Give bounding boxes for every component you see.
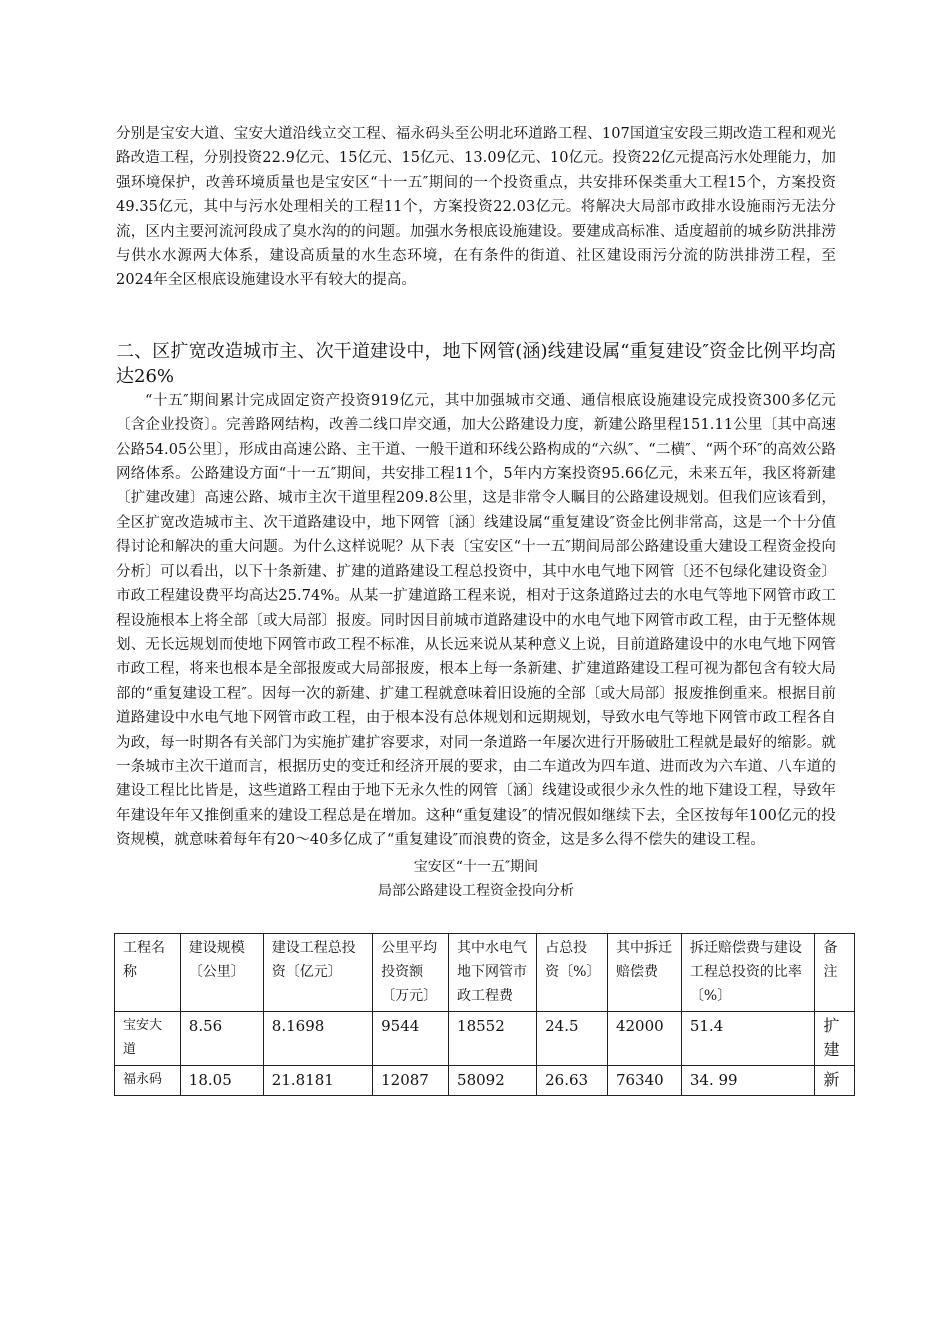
cell-demolition: 42000 [607,1011,681,1065]
table-row [115,1065,855,1095]
cell-utility: 18552 [449,1011,537,1065]
cell-remarks: 扩建 [815,1011,855,1065]
header-project-name: 工程名称 [115,933,181,1011]
cell-name: 福永码 [115,1065,181,1095]
investment-table [114,933,855,1096]
header-share: 占总投资〔%〕 [537,933,608,1011]
header-demolition-ratio: 拆迁赔偿费与建设工程总投资的比率〔%〕 [681,933,815,1011]
cell-remarks: 新 [815,1065,855,1095]
header-scale: 建设规模〔公里〕 [180,933,263,1011]
table-row [115,1011,855,1065]
cell-total: 8.1698 [263,1011,372,1065]
cell-scale: 18.05 [180,1065,263,1095]
cell-ratio: 34. 99 [681,1065,815,1095]
document-page [116,122,840,1096]
table-caption-line-1: 宝安区“十一五″期间 [413,858,539,875]
body-paragraph-1: 分别是宝安大道、宝安大道沿线立交工程、福永码头至公明北环道路工程、107国道宝安段三期改造工程和观光路改造工程，分别投资22.9亿元、15亿元、15亿元、13.09亿元、10亿元。投资22亿元提高污水处理能力，加强环境保护，改善环境质量也是宝安区“十一五″期间的一个投资重点，共安排环保类重大工程15个，方案投资49.35亿元，其中与污水处理相关的工程11个，方案投资22.03亿元。将解决大局部市政排水设施雨污无法分流，区内主要河流河段成了臭水沟的的问题。加强水务根底设施建设。要建成高标准、适度超前的城乡防洪排涝与供水水源两大体系，建设高质量的水生态环境，在有条件的街道、社区建设雨污分流的防洪排涝工程，至2024年全区根底设施建设水平有较大的提高。 [116,126,836,289]
table-header-row [115,933,855,1011]
cell-share: 24.5 [537,1011,608,1065]
section-heading: 二、区扩宽改造城市主、次干道建设中，地下网管(涵)线建设属“重复建设″资金比例平均高达26% [116,340,836,387]
header-demolition-cost: 其中拆迁赔偿费 [607,933,681,1011]
header-utility-cost: 其中水电气地下网管市政工程费 [449,933,537,1011]
cell-ratio: 51.4 [681,1011,815,1065]
cell-avg: 12087 [373,1065,449,1095]
header-total-investment: 建设工程总投资〔亿元〕 [263,933,372,1011]
body-paragraph-2: “十五″期间累计完成固定资产投资919亿元，其中加强城市交通、通信根底设施建设完成投资300多亿元〔含企业投资〕。完善路网结构，改善二线口岸交通，加大公路建设力度，新建公路里程151.11公里〔其中高速公路54.05公里〕，形成由高速公路、主干道、一般干道和环线公路构成的“六纵″、“二横″、“两个环″的高效公路网络体系。公路建设方面“十一五″期间，共安排工程11个，5年内方案投资95.66亿元，未来五年，我区将新建〔扩建改建〕高速公路、城市主次干道里程209.8公里，这是非常令人瞩目的公路建设规划。但我们应该看到，全区扩宽改造城市主、次干道路建设中，地下网管〔涵〕线建设属“重复建设″资金比例非常高，这是一个十分值得讨论和解决的重大问题。为什么这样说呢？从下表〔宝安区“十一五″期间局部公路建设重大建设工程资金投向分析〕可以看出，以下十条新建、扩建的道路建设工程总投资中，其中水电气地下网管〔还不包绿化建设资金〕市政工程建设费平均高达25.74%。从某一扩建道路工程来说，相对于这条道路过去的水电气等地下网管市政工程设施根本上将全部〔或大局部〕报废。同时因目前城市道路建设中的水电气地下网管市政工程，由于无整体规划、无长远规划而使地下网管市政工程不标准，从长远来说从某种意义上说，目前道路建设中的水电气地下网管市政工程，将来也根本是全部报废或大局部报废，根本上每一条新建、扩建道路建设工程可视为都包含有较大局部的“重复建设工程″。因每一次的新建、扩建工程就意味着旧设施的全部〔或大局部〕报废推倒重来。根据目前道路建设中水电气地下网管市政工程，由于根本没有总体规划和远期规划，导致水电气等地下网管市政工程各自为政，每一时期各有关部门为实施扩建扩容要求，对同一条道路一年屡次进行开肠破肚工程就是最好的缩影。就一条城市主次干道而言，根据历史的变迁和经济开展的要求，由二车道改为四车道、进而改为六车道、八车道的建设工程比比皆是，这些道路工程由于地下无永久性的网管〔涵〕线建设或很少永久性的地下建设工程，导致年年建设年年又推倒重来的建设工程总是在增加。这种“重复建设″的情况假如继续下去，全区按每年100亿元的投资规模，就意味着每年有20～40多亿成了“重复建设″而浪费的资金，这是多么得不偿失的建设工程。 [116,392,836,849]
cell-scale: 8.56 [180,1011,263,1065]
cell-name: 宝安大道 [115,1011,181,1065]
cell-utility: 58092 [449,1065,537,1095]
cell-share: 26.63 [537,1065,608,1095]
table-caption-line-2: 局部公路建设工程资金投向分析 [378,882,574,899]
header-avg-per-km: 公里平均投资额〔万元〕 [373,933,449,1011]
cell-avg: 9544 [373,1011,449,1065]
cell-total: 21.8181 [263,1065,372,1095]
cell-demolition: 76340 [607,1065,681,1095]
header-remarks: 备注 [815,933,855,1011]
